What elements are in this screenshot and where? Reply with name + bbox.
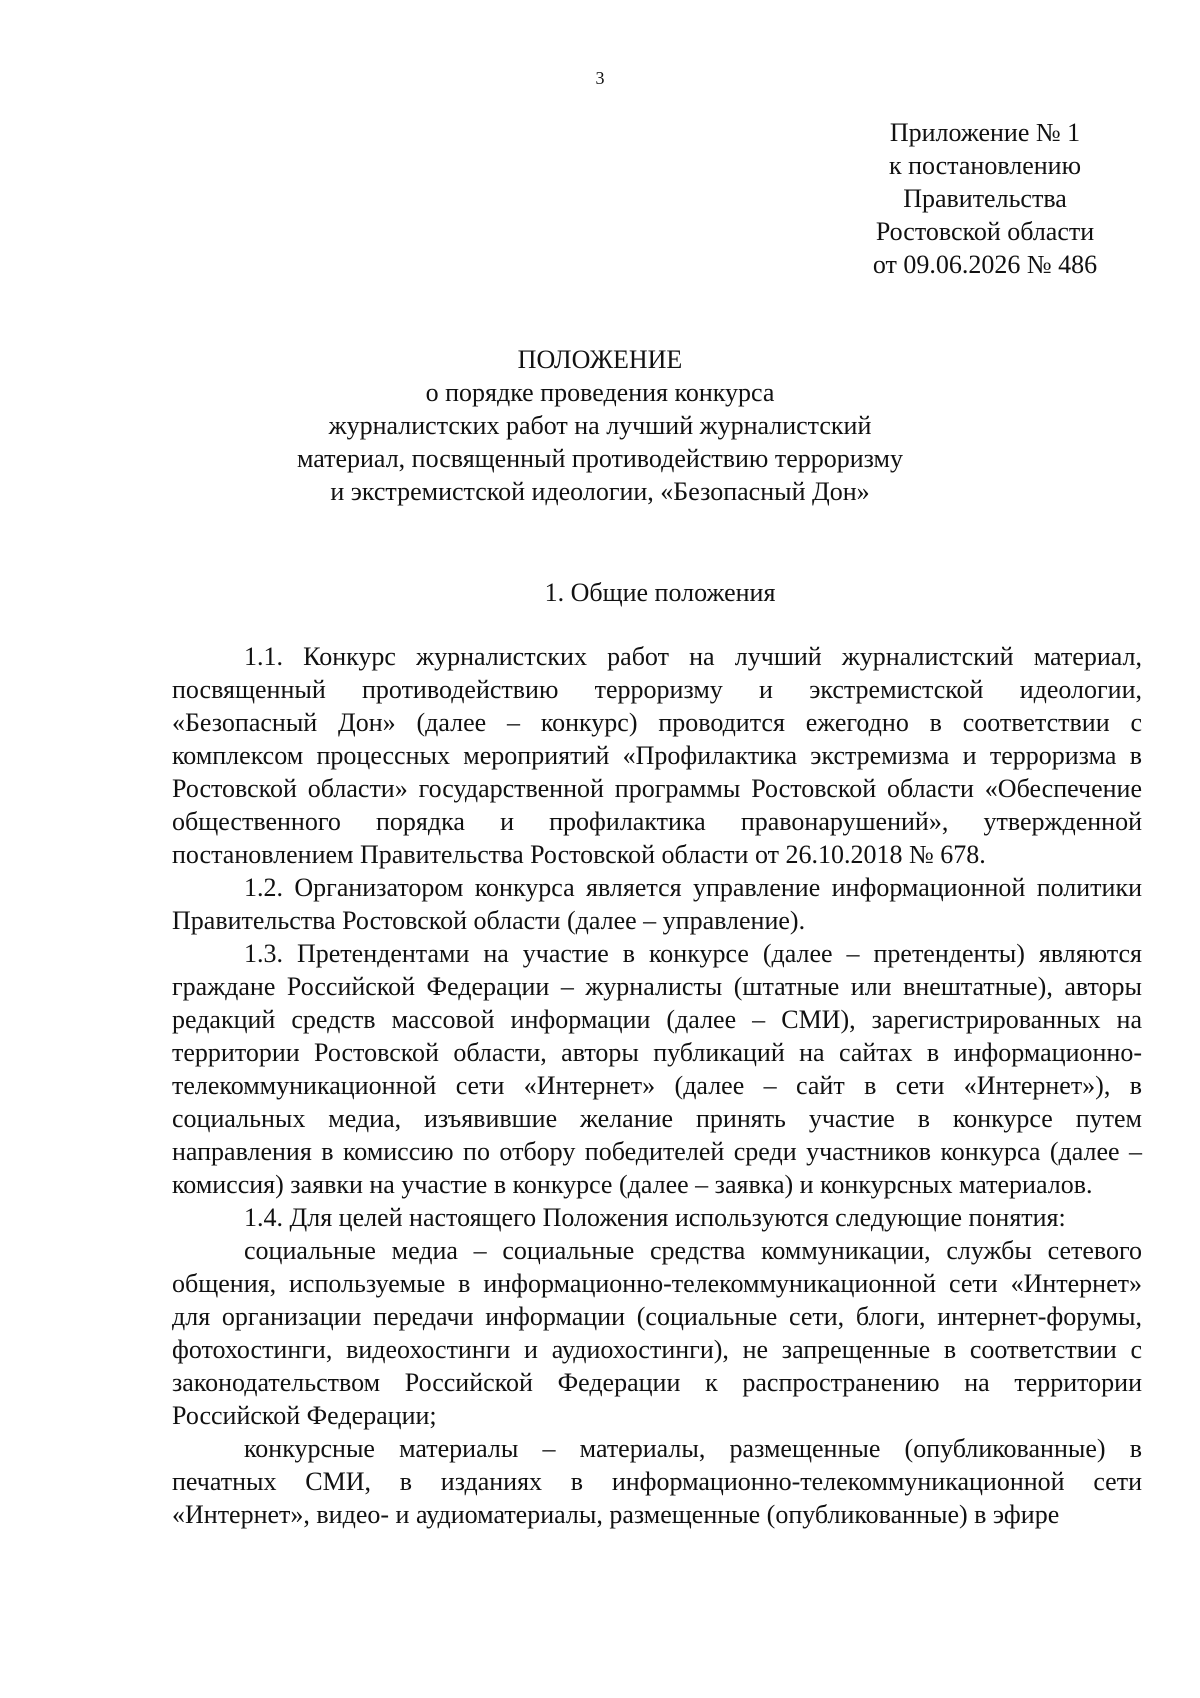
heading-line: материал, посвященный противодействию терроризму [296, 444, 904, 473]
paragraph: 1.4. Для целей настоящего Положения используются следующие понятия: [244, 1203, 1066, 1232]
paragraph: 1.2. Организатором конкурса является управление информационной политики Правительства Ростовской области (далее – управление). [172, 873, 1142, 935]
paragraph: конкурсные материалы – материалы, размещенные (опубликованные) в печатных СМИ, в изданиях в информационно-телекоммуникационной сети «Интернет», видео- и аудиоматериалы, размещенные (опубликованные) в эфире [172, 1434, 1142, 1529]
heading-line: журналистских работ на лучший журналистский [328, 411, 872, 440]
paragraph: 1.1. Конкурс журналистских работ на лучший журналистский материал, посвященный противодействию терроризму и экстремистской идеологии, «Безопасный Дон» (далее – конкурс) проводится ежегодно в соответствии с комплексом процессных мероприятий «Профилактика экстремизма и терроризма в Ростовской области» государственной программы Ростовской области «Обеспечение общественного порядка и профилактика правонарушений», утвержденной постановлением Правительства Ростовской области от 26.10.2018 № 678. [172, 642, 1142, 869]
annex-line: Ростовской области [875, 217, 1095, 246]
document-heading [200, 343, 1000, 508]
annex-block [830, 116, 1140, 281]
paragraph: 1.3. Претендентами на участие в конкурсе (далее – претенденты) являются граждане Российской Федерации – журналисты (штатные или внештатные), авторы редакций средств массовой информации (далее – СМИ), зарегистрированных на территории Ростовской области, авторы публикаций на сайтах в информационно-телекоммуникационной сети «Интернет» (далее – сайт в сети «Интернет»), в социальных медиа, изъявившие желание принять участие в конкурсе путем направления в комиссию по отбору победителей среди участников конкурса (далее – комиссия) заявки на участие в конкурсе (далее – заявка) и конкурсных материалов. [172, 939, 1142, 1199]
annex-line: к постановлению [888, 151, 1082, 180]
heading-line: о порядке проведения конкурса [425, 378, 775, 407]
annex-line: от 09.06.2026 № 486 [872, 250, 1098, 279]
document-body [172, 640, 1142, 1531]
paragraph: социальные медиа – социальные средства коммуникации, службы сетевого общения, используемые в информационно-телекоммуникационной сети «Интернет» для организации передачи информации (социальные сети, блоги, интернет-форумы, фотохостинги, видеохостинги и аудиохостинги), не запрещенные в соответствии с законодательством Российской Федерации к распространению на территории Российской Федерации; [172, 1236, 1142, 1430]
annex-line: Приложение № 1 [889, 118, 1081, 147]
section-title: 1. Общие положения [544, 578, 776, 607]
heading-line: и экстремистской идеологии, «Безопасный Дон» [330, 477, 870, 506]
document-title: ПОЛОЖЕНИЕ [517, 345, 683, 374]
page-number: 3 [595, 68, 605, 88]
annex-line: Правительства [903, 184, 1067, 213]
